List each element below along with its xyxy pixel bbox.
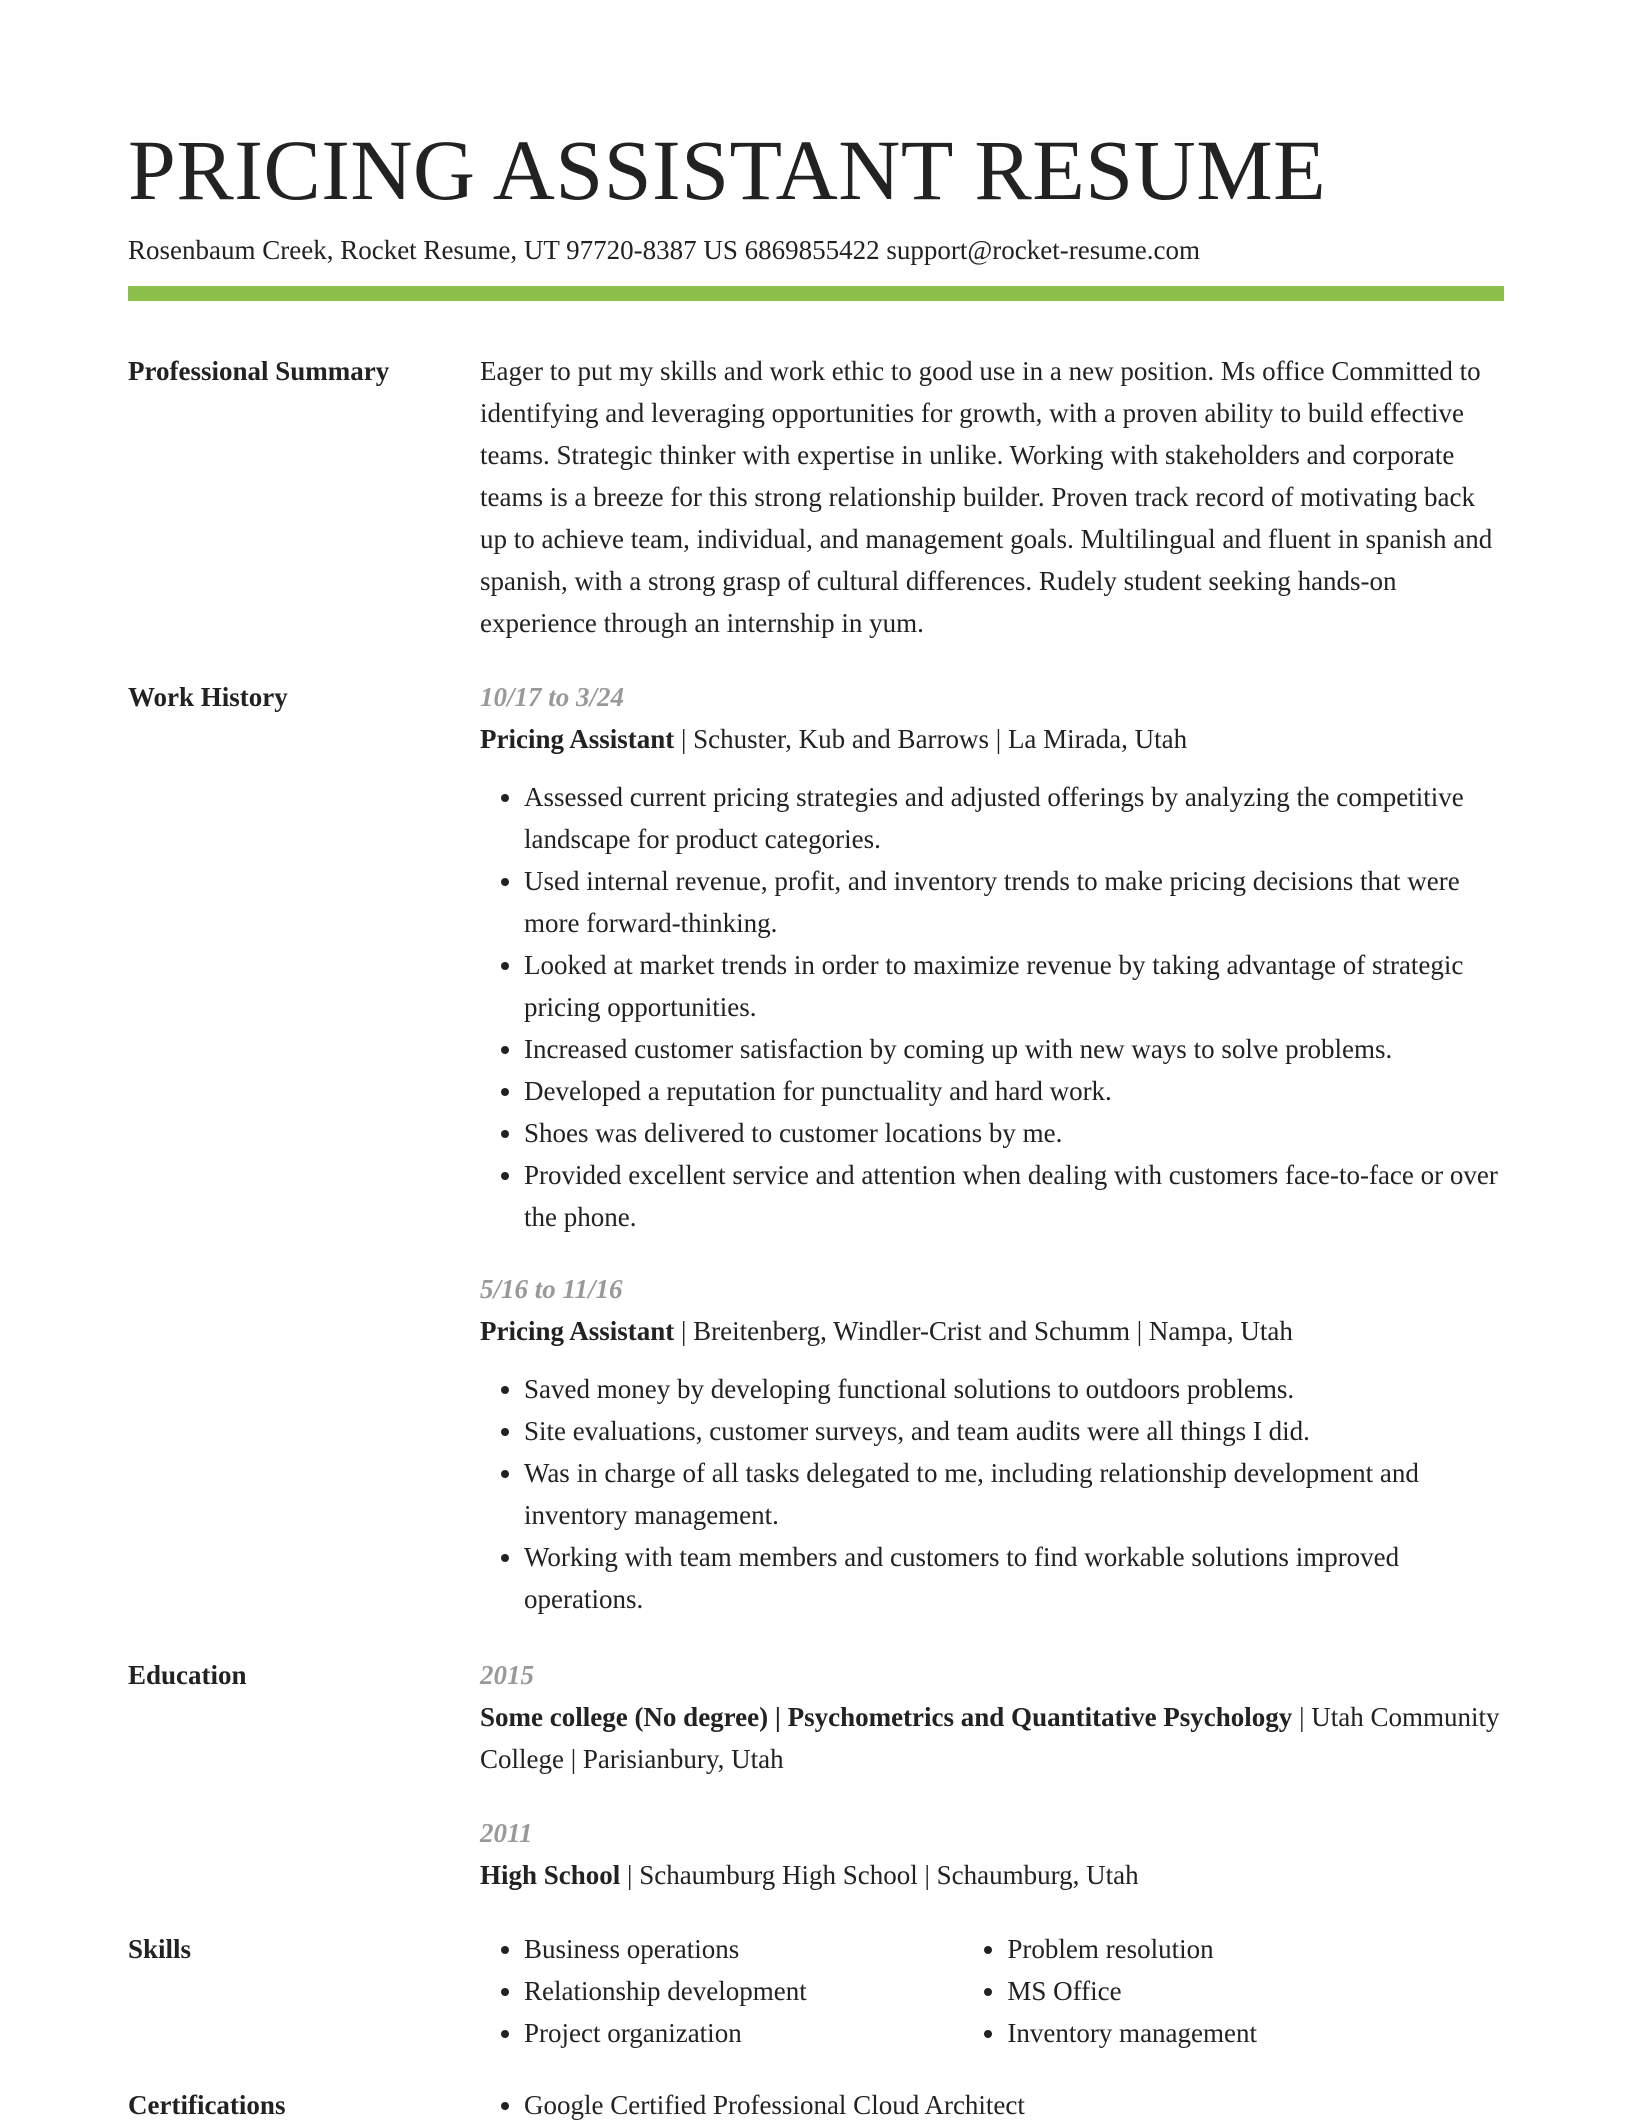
skills-column-left [480,1928,963,2054]
list-item: • Project organization [524,2012,963,2054]
education-details: | Utah Community College | Parisianbury, Utah [480,1702,1500,1774]
list-item: • MS Office [1007,1970,1504,2012]
education-degree: Some college (No degree) | Psychometrics and Quantitative Psychology [480,1702,1293,1732]
section-label-skills: Skills [128,1934,192,1964]
job-bullets [480,1368,1504,1620]
education-details: | Schaumburg High School | Schaumburg, Utah [620,1860,1139,1890]
job-heading [480,1310,1504,1352]
list-item: • Used internal revenue, profit, and inventory trends to make pricing decisions that were more forward-thinking. [524,860,1504,944]
summary-section [480,350,1504,644]
contact-line: Rosenbaum Creek, Rocket Resume, UT 97720-8387 US 6869855422 support@rocket-resume.com [128,235,1200,265]
certifications-section [480,2084,1504,2126]
list-item: • Google Certified Professional Cloud Architect [524,2084,1504,2126]
list-item: • Working with team members and customers to find workable solutions improved operations. [524,1536,1504,1620]
section-label-work: Work History [128,682,288,712]
list-item: • Business operations [524,1928,963,1970]
list-item: • Relationship development [524,1970,963,2012]
education-heading [480,1854,1504,1896]
list-item: • Shoes was delivered to customer locations by me. [524,1112,1504,1154]
list-item: • Looked at market trends in order to maximize revenue by taking advantage of strategic pricing opportunities. [524,944,1504,1028]
job-date: 10/17 to 3/24 [480,682,625,712]
list-item: • Increased customer satisfaction by coming up with new ways to solve problems. [524,1028,1504,1070]
job-title: Pricing Assistant [480,1316,675,1346]
education-section [480,1654,1504,1896]
section-label-education: Education [128,1660,247,1690]
certifications-list [480,2084,1504,2126]
work-section [480,676,1504,1620]
page-title: PRICING ASSISTANT RESUME [128,122,1327,218]
job-bullets [480,776,1504,1238]
header-divider [128,286,1504,301]
education-date: 2015 [480,1660,534,1690]
section-label-certifications: Certifications [128,2090,286,2120]
summary-text: Eager to put my skills and work ethic to good use in a new position. Ms office Committed to identifying and leveraging opportunities for growth, with a proven ability to build effective teams. Strategic thinker with expertise in unlike. Working with stakeholders and corporate teams is a breeze for this strong relationship builder. Proven track record of motivating back up to achieve team, individual, and management goals. Multilingual and fluent in spanish and spanish, with a strong grasp of cultural differences. Rudely student seeking hands-on experience through an internship in yum. [480,356,1493,638]
job-date: 5/16 to 11/16 [480,1274,623,1304]
list-item: • Problem resolution [1007,1928,1504,1970]
job-entry [480,1268,1504,1620]
education-entry [480,1654,1504,1780]
education-heading [480,1696,1504,1780]
education-degree: High School [480,1860,621,1890]
job-entry [480,676,1504,1238]
education-date: 2011 [480,1818,533,1848]
education-entry [480,1812,1504,1896]
list-item: • Inventory management [1007,2012,1504,2054]
section-label-summary: Professional Summary [128,356,390,386]
list-item: • Site evaluations, customer surveys, and team audits were all things I did. [524,1410,1504,1452]
skills-column-right [963,1928,1504,2054]
list-item: • Assessed current pricing strategies and adjusted offerings by analyzing the competitive landscape for product categories. [524,776,1504,860]
list-item: • Was in charge of all tasks delegated to me, including relationship development and inventory management. [524,1452,1504,1536]
job-details: | Breitenberg, Windler-Crist and Schumm | Nampa, Utah [674,1316,1293,1346]
list-item: • Provided excellent service and attention when dealing with customers face-to-face or over the phone. [524,1154,1504,1238]
list-item: • Developed a reputation for punctuality and hard work. [524,1070,1504,1112]
list-item: • Saved money by developing functional solutions to outdoors problems. [524,1368,1504,1410]
job-title: Pricing Assistant [480,724,675,754]
job-heading [480,718,1504,760]
job-details: | Schuster, Kub and Barrows | La Mirada, Utah [674,724,1188,754]
skills-section [480,1928,1504,2054]
